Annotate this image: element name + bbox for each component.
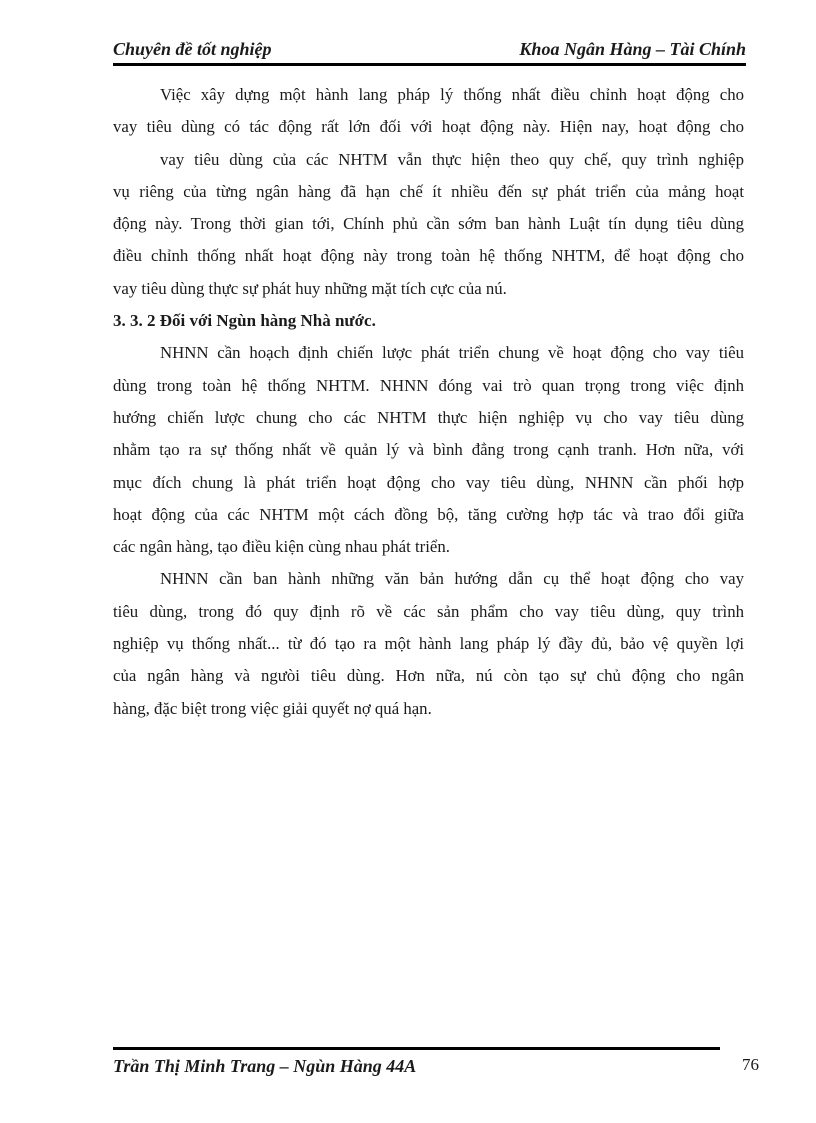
footer-rule	[113, 1047, 720, 1050]
paragraph-line: Việc xây dựng một hành lang pháp lý thống nhất điều chỉnh hoạt động cho	[160, 85, 744, 104]
paragraph-line: điều chỉnh thống nhất hoạt động này trong toàn hệ thống NHTM, để hoạt động cho	[113, 246, 744, 266]
paragraph-line: vay tiêu dùng thực sự phát huy những mặt tích cực của nú.	[113, 278, 507, 298]
page-number: 76	[742, 1055, 759, 1074]
header-row	[113, 38, 746, 60]
paragraph-line: vay tiêu dùng của các NHTM vẫn thực hiện theo quy chế, quy trình nghiệp	[160, 149, 744, 169]
paragraph-line: hướng chiến lược chung cho các NHTM thực hiện nghiệp vụ cho vay tiêu dùng	[113, 407, 744, 427]
paragraph-line: của ngân hàng và ngưòi tiêu dùng. Hơn nữa, nú còn tạo sự chủ động cho ngân	[113, 666, 744, 686]
paragraph-line: mục đích chung là phát triển hoạt động cho vay tiêu dùng, NHNN cần phối hợp	[113, 472, 744, 492]
paragraph-line: hoạt động của các NHTM một cách đồng bộ, tăng cường hợp tác và trao đổi giữa	[113, 504, 744, 524]
header-document-title: Chuyên đề tốt nghiệp	[113, 39, 272, 59]
paragraph-line: các ngân hàng, tạo điều kiện cùng nhau phát triển.	[113, 537, 450, 557]
header-faculty-title: Khoa Ngân Hàng – Tài Chính	[519, 39, 746, 59]
paragraph-line: vụ riêng của từng ngân hàng đã hạn chế ít nhiều đến sự phát triển của mảng hoạt	[113, 181, 744, 201]
page-footer	[113, 1047, 759, 1078]
paragraph-line: hàng, đặc biệt trong việc giải quyết nợ quá hạn.	[113, 698, 432, 718]
paragraph-line: NHNN cần ban hành những văn bản hướng dẫn cụ thể hoạt động cho vay	[160, 569, 744, 589]
page-header	[113, 38, 746, 66]
paragraph-line: nghiệp vụ thống nhất... từ đó tạo ra một hành lang pháp lý đầy đủ, bảo vệ quyền lợi	[113, 634, 744, 654]
paragraph-line: tiêu dùng, trong đó quy định rõ về các sản phẩm cho vay tiêu dùng, quy trình	[113, 601, 744, 621]
paragraph-line: động này. Trong thời gian tới, Chính phủ cần sớm ban hành Luật tín dụng tiêu dùng	[113, 214, 744, 234]
footer-author: Trần Thị Minh Trang – Ngùn Hàng 44A	[113, 1056, 417, 1076]
paragraph-line: nhằm tạo ra sự thống nhất về quản lý và bình đẳng trong cạnh tranh. Hơn nữa, với	[113, 440, 744, 460]
paragraph-line: dùng trong toàn hệ thống NHTM. NHNN đóng vai trò quan trọng trong việc định	[113, 375, 744, 395]
document-body	[113, 79, 744, 725]
paragraph-line: NHNN cần hoạch định chiến lược phát triển chung về hoạt động cho vay tiêu	[160, 343, 744, 363]
header-rule	[113, 63, 746, 66]
section-heading: 3. 3. 2 Đối với Ngùn hàng Nhà nước.	[113, 311, 376, 331]
paragraph-line: vay tiêu dùng có tác động rất lớn đối với hoạt động này. Hiện nay, hoạt động cho	[113, 117, 744, 137]
